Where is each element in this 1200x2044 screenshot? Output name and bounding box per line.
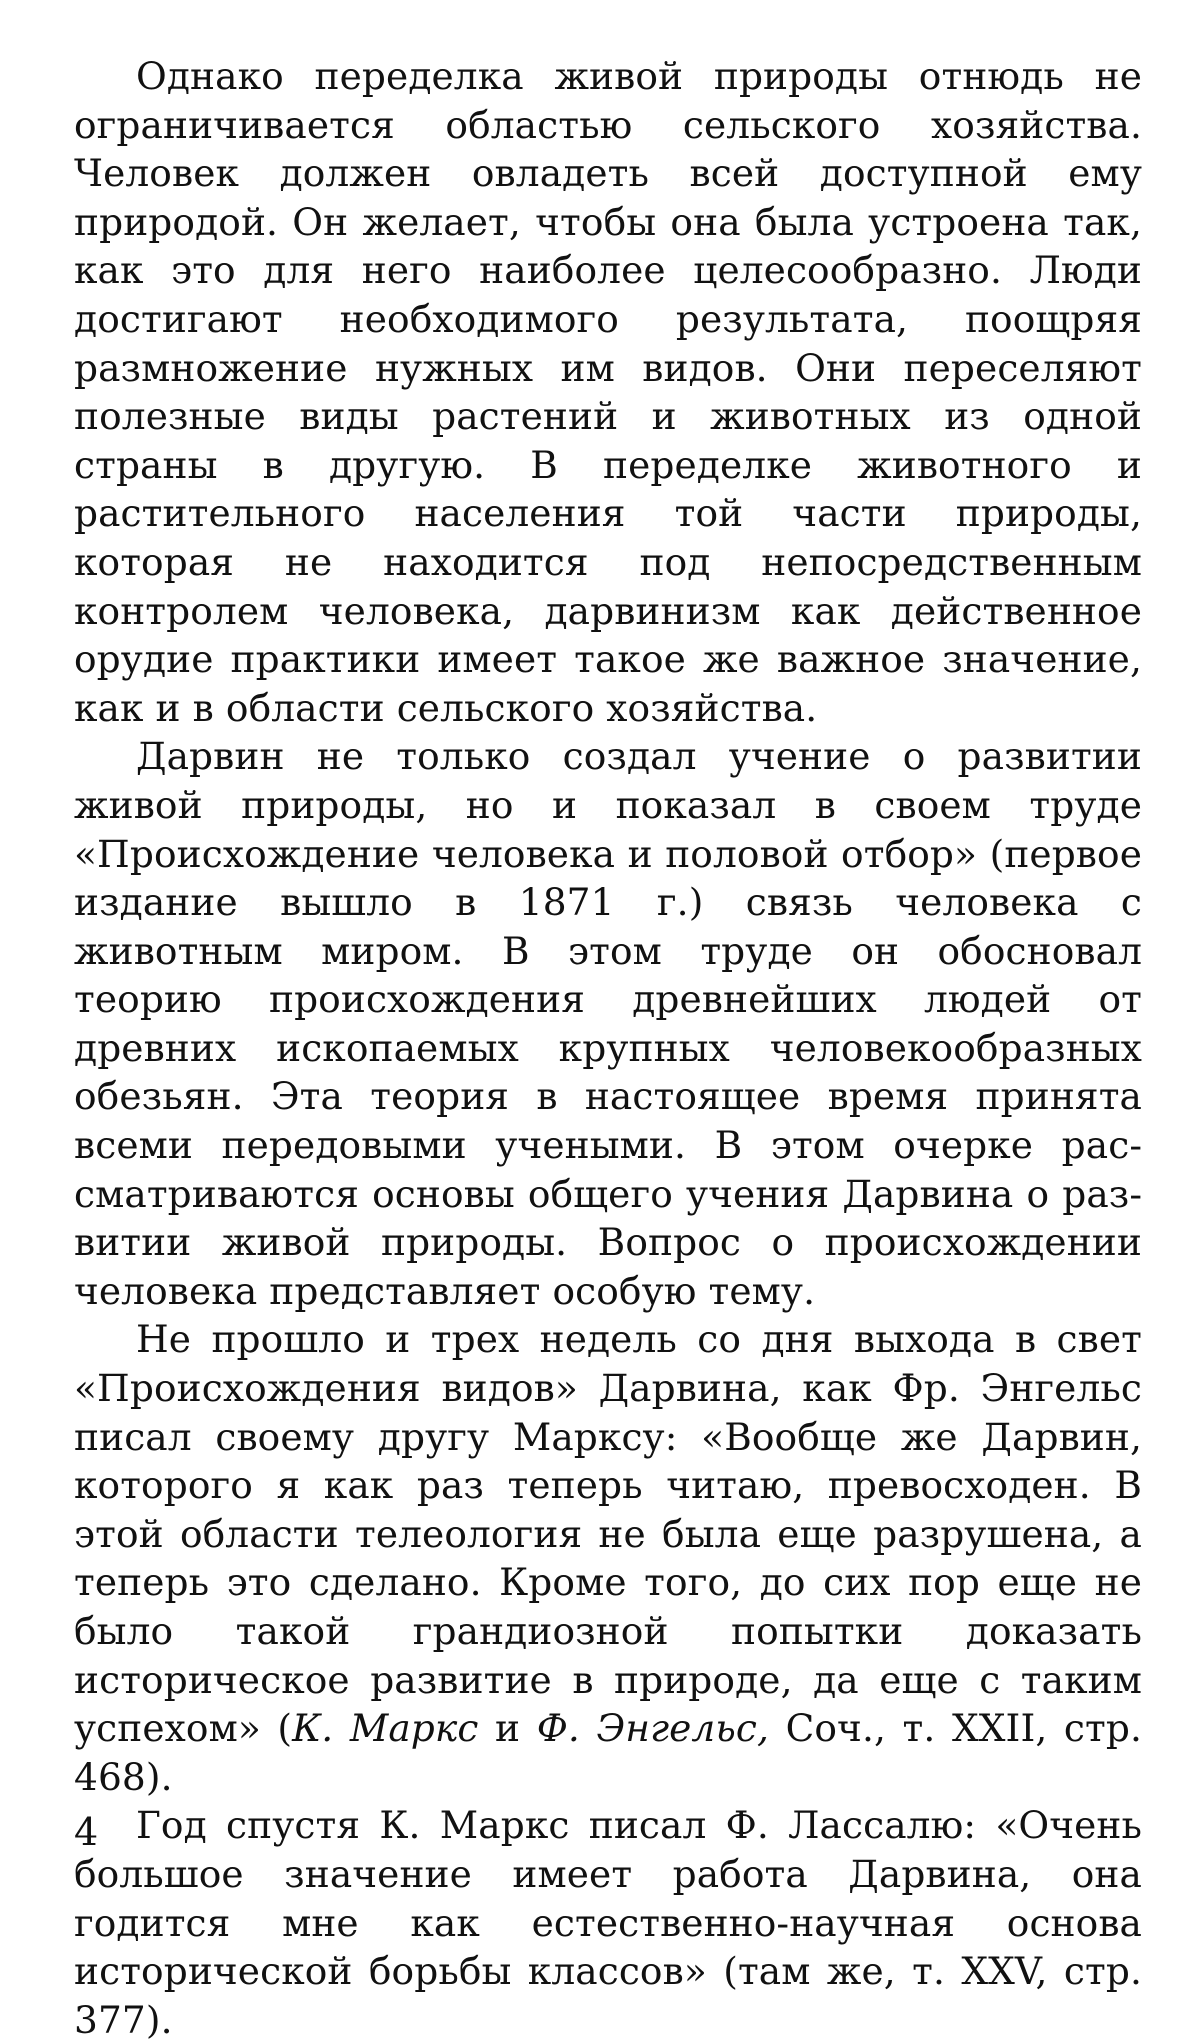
citation-author-1: К. Маркс bbox=[292, 1706, 479, 1751]
paragraph-4: Год спустя К. Маркс писал Ф. Лассалю: «Очень большое значение имеет работа Дарвина, она годится мне как естественно-научная основа исторической борьбы классов» (там же, т. XXV, стр. 377). bbox=[74, 1803, 1142, 2042]
paragraph-3-text-before: Не прошло и трех недель со дня выхода в свет «Происхождения видов» Дарвина, как Фр. Энгельс писал своему другу Марксу: «Вообще же Дарвин, которого я как раз теперь читаю, превосходен. В этой области телеология не была еще разрушена, а теперь это сделано. Кроме того, до сих пор еще не было такой грандиозной попытки доказать историческое развитие в природе, да еще с таким успехом» ( bbox=[74, 1317, 1142, 1751]
paragraph-1: Однако переделка живой природы отнюдь не ограничивается областью сельского хозяйства. Человек должен овладеть всей доступной ему природой. Он желает, чтобы она была устроена так, как это для него наиболее целесообразно. Люди достигают необходимого результата, поощряя размножение нужных им видов. Они переселяют полезные виды растений и животных из одной страны в другую. В переделке животного и растительного населения той части природы, которая не находится под непосредственным контролем человека, дарвинизм как действенное орудие практики имеет такое же важное значение, как и в области сельского хозяйства. bbox=[74, 54, 1142, 730]
citation-author-2: Ф. Энгельс, bbox=[536, 1706, 770, 1751]
paragraph-3-text-after: Соч., т. XXII, стр. 468). bbox=[74, 1706, 1142, 1799]
paragraph-2: Дарвин не только создал учение о развитии живой природы, но и показал в своем труде «Происхождение человека и половой отбор» (первое издание вышло в 1871 г.) связь человека с животным миром. В этом труде он обосновал теорию происхождения древнейших людей от древних ископаемых крупных человекообразных обезьян. Эта теория в настоящее время принята всеми передовыми учеными. В этом очерке рассматриваются основы общего учения Дарвина о развитии живой природы. Вопрос о происхождении человека представляет особую тему. bbox=[74, 734, 1142, 1313]
page-number: 4 bbox=[74, 1810, 99, 1854]
paragraph-3 bbox=[74, 1315, 1142, 1801]
page-body bbox=[74, 52, 1142, 2044]
citation-conjunction: и bbox=[478, 1706, 537, 1751]
